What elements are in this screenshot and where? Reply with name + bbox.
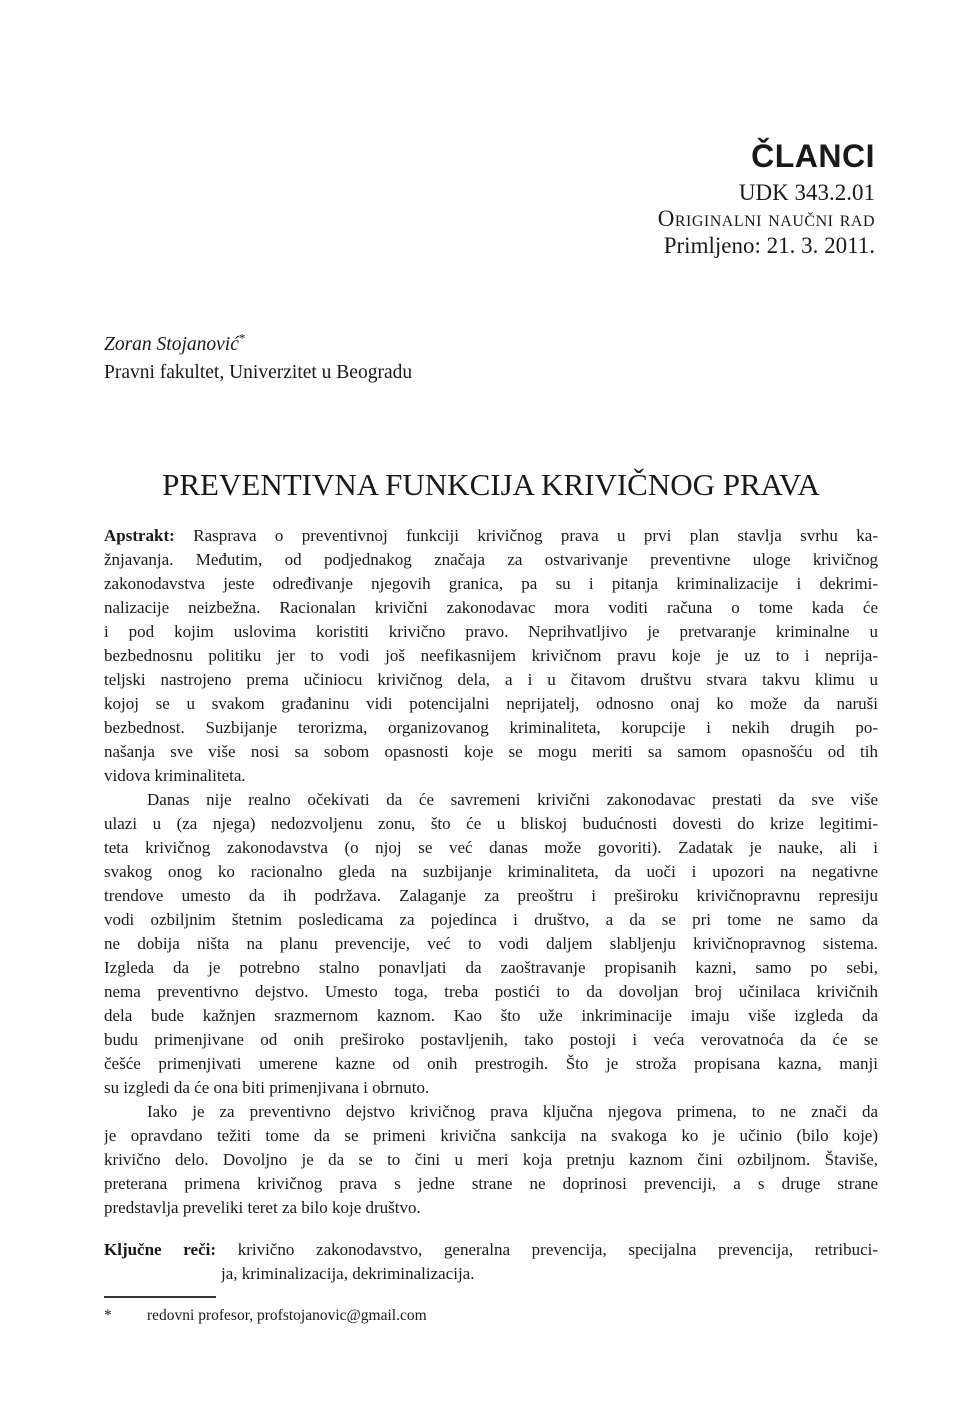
- received-date: Primljeno: 21. 3. 2011.: [663, 233, 875, 258]
- article-title: PREVENTIVNA FUNKCIJA KRIVIČNOG PRAVA: [162, 467, 820, 502]
- author-block: [104, 331, 412, 387]
- author-footnote-marker: *: [238, 330, 246, 346]
- text-line: bezbednosnu politiku jer to vodi još neefikasnijem krivičnom pravu koje je uz to i neprija-: [104, 646, 878, 665]
- footnote-line: [104, 1305, 878, 1327]
- text-line: ne dobija ništa na planu prevencije, već to vodi daljem slabljenju krivičnopravnog sistema.: [104, 934, 878, 953]
- text-line: češće primenjivati umerene kazne od onih prestrogih. Što je stroža propisana kazna, manji: [104, 1054, 878, 1073]
- text-line: dela bude kažnjen srazmernom kaznom. Kao što uže inkriminacije imaju više izgleda da: [104, 1006, 878, 1025]
- text-line: Danas nije realno očekivati da će savremeni krivični zakonodavac prestati da sve više: [147, 790, 878, 809]
- text-line: ja, kriminalizacija, dekriminalizacija.: [221, 1264, 475, 1283]
- text-line: žnjavanja. Međutim, od podjednakog značaja za ostvarivanje preventivne uloge krivičnog: [104, 550, 878, 569]
- text-line: teljski nastrojeno prema učiniocu krivičnog dela, a i u čitavom društvu stvara takvu klimu u: [104, 670, 878, 689]
- udk-number: UDK 343.2.01: [738, 180, 875, 205]
- text-line: vodi ozbiljnim štetnim posledicama za pojedinca i društvo, a da se pri tome ne samo da: [104, 910, 878, 929]
- text-line: trendove umesto da ih podržava. Zalaganje za preoštru i preširoku krivičnopravnu represiju: [104, 886, 878, 905]
- text-line: Izgleda da je potrebno stalno ponavljati da zaoštravanje propisanih kazni, samo po sebi,: [104, 958, 878, 977]
- author-name: [104, 331, 412, 359]
- text-line: krivično delo. Dovoljno je da se to čini u meri koja pretnju kaznom čini ozbiljnom. Štaviše,: [104, 1150, 878, 1169]
- body-paragraphs: [104, 788, 878, 1220]
- abstract-paragraph: [104, 524, 878, 788]
- text-line: predstavlja preveliki teret za bilo koje društvo.: [104, 1198, 421, 1217]
- footnote-text: redovni profesor, profstojanovic@gmail.com: [147, 1307, 427, 1324]
- text-line: nema preventivno dejstvo. Umesto toga, treba postići to da dovoljan broj učinilaca krivičnih: [104, 982, 878, 1001]
- text-line: nalizacije neizbežna. Racionalan krivični zakonodavac mora voditi računa o tome kada će: [104, 598, 878, 617]
- text-line: i pod kojim uslovima koristiti krivično pravo. Neprihvatljivo je pretvaranje kriminalne u: [104, 622, 878, 641]
- author-name-text: Zoran Stojanović: [104, 334, 239, 355]
- text-line: zakonodavstva jeste određivanje njegovih granica, pa su i pitanja kriminalizacije i dekrimi-: [104, 574, 878, 593]
- footnote-rule: [104, 1296, 216, 1298]
- text-line: teta krivičnog zakonodavstva (o njoj se već danas može govoriti). Zadatak je nauke, ali i: [104, 838, 878, 857]
- text-line: Ključne reči: krivično zakonodavstvo, generalna prevencija, specijalna prevencija, retribuci-: [104, 1240, 878, 1259]
- abstract-label: Apstrakt:: [104, 526, 175, 545]
- author-affiliation: Pravni fakultet, Univerzitet u Beogradu: [104, 362, 413, 383]
- footnote: [104, 1296, 878, 1327]
- article-header: [658, 138, 875, 260]
- keywords-block: [104, 1238, 878, 1286]
- text-line: našanja sve više nosi sa sobom opasnosti koje se mogu meriti sa samom opasnošću od tih: [104, 742, 878, 761]
- footnote-marker: *: [104, 1307, 112, 1324]
- text-line: Iako je za preventivno dejstvo krivičnog prava ključna njegova primena, to ne znači da: [147, 1102, 878, 1121]
- text-line: preterana primena krivičnog prava s jedne strane ne doprinosi prevenciji, a s druge strane: [104, 1174, 878, 1193]
- section-label: ČLANCI: [751, 138, 875, 174]
- text-line: budu primenjivane od onih preširoko postavljenih, tako postoji i veća verovatnoća da će se: [104, 1030, 878, 1049]
- text-line: vidova kriminaliteta.: [104, 766, 246, 785]
- text-line: ulazi u (za njega) nedozvoljenu zonu, što će u bliskoj budućnosti dovesti do krize legitimi-: [104, 814, 878, 833]
- text-line: Apstrakt: Rasprava o preventivnoj funkciji krivičnog prava u prvi plan stavlja svrhu ka-: [104, 526, 878, 545]
- text-line: bezbednost. Suzbijanje terorizma, organizovanog kriminaliteta, korupcije i nekih drugih po-: [104, 718, 878, 737]
- text-line: su izgledi da će ona biti primenjivana i obrnuto.: [104, 1078, 430, 1097]
- keywords-label: Ključne reči:: [104, 1240, 217, 1259]
- article-type-label: Originalni naučni rad: [657, 206, 875, 231]
- text-line: kojoj se u svakom građaninu vidi potencijalni neprijatelj, odnosno onaj ko može da naruši: [104, 694, 878, 713]
- text-line: svakog onog ko racionalno gleda na suzbijanje kriminaliteta, da uoči i upozori na negativne: [104, 862, 878, 881]
- text-line: je opravdano težiti tome da se primeni krivična sankcija na svakoga ko je učinio (bilo koje): [104, 1126, 878, 1145]
- article-body: [104, 524, 878, 1286]
